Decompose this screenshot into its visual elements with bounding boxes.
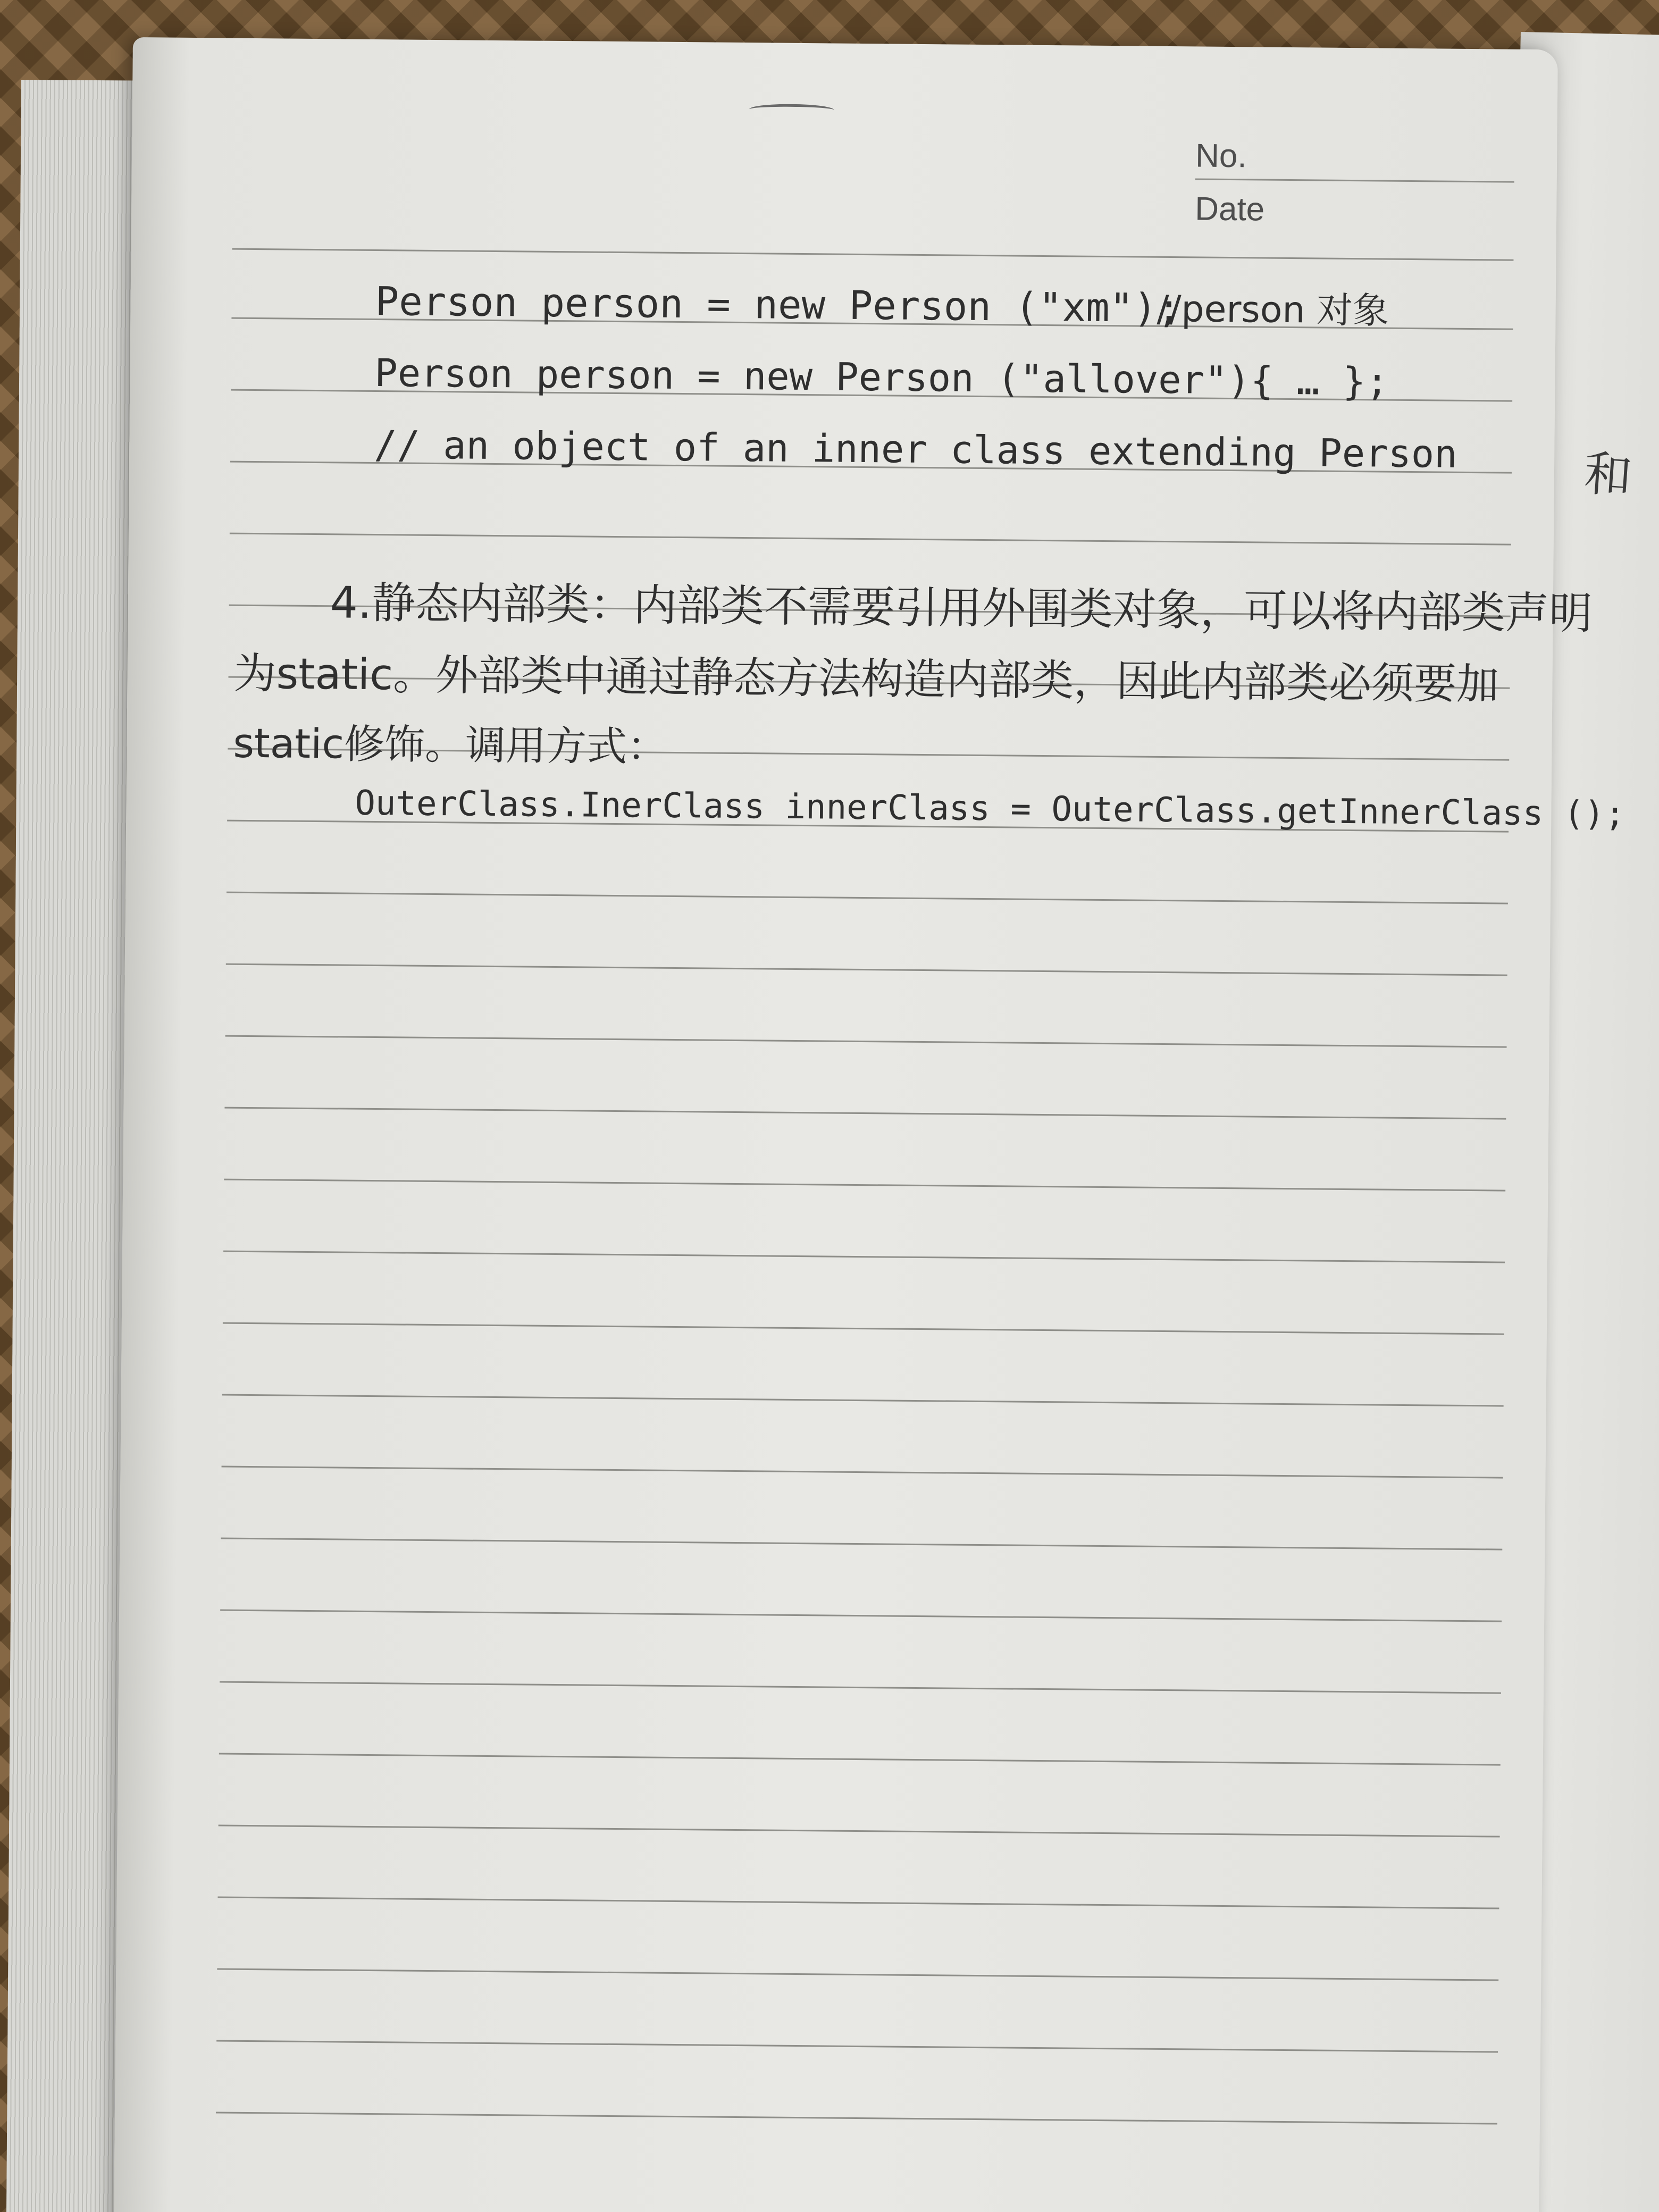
ruled-line (223, 1322, 1504, 1335)
note-paragraph-line-1: 4.静态内部类：内部类不需要引用外围类对象，可以将内部类声明 (330, 577, 1593, 639)
ruled-line (223, 1251, 1505, 1263)
note-line-2-code: Person person = new Person ("allover"){ … }; (374, 350, 1389, 404)
ruled-line (216, 2040, 1498, 2053)
ruled-line (221, 1538, 1502, 1551)
header-date-label: Date (1194, 190, 1265, 228)
note-paragraph-line-3: static修饰。调用方式： (233, 719, 668, 770)
ruled-line (216, 2112, 1497, 2125)
note-code-call: OuterClass.InerClass innerClass = OuterClass.getInnerClass (); (355, 783, 1626, 834)
note-line-3-comment: // an object of an inner class extending Person (373, 422, 1457, 476)
header-no-rule (1195, 178, 1514, 182)
ruled-line (217, 1968, 1498, 1981)
ruled-line (230, 533, 1511, 546)
ruled-line (224, 1107, 1506, 1120)
ruled-line (219, 1825, 1500, 1838)
facing-page-partial-text: 和 (1582, 445, 1634, 505)
header-no-label: No. (1195, 137, 1247, 175)
ruled-line (224, 1179, 1505, 1192)
note-line-1-code: Person person = new Person ("xm"); (375, 278, 1181, 332)
ruled-line (219, 1753, 1501, 1766)
notebook-page (114, 37, 1626, 2212)
ruled-line (222, 1466, 1503, 1479)
ruled-line (222, 1394, 1504, 1407)
note-line-1-comment: //person 对象 (1157, 288, 1389, 332)
binding-mark (749, 104, 834, 115)
ruled-line (227, 892, 1508, 904)
ruled-line (225, 1035, 1507, 1048)
ruled-line (226, 963, 1507, 976)
note-paragraph-line-2: 为static。外部类中通过静态方法构造内部类，因此内部类必须要加 (233, 648, 1499, 709)
ruled-line (220, 1610, 1502, 1622)
ruled-line (232, 248, 1514, 261)
ruled-line (220, 1681, 1501, 1694)
ruled-line (217, 1897, 1499, 1909)
